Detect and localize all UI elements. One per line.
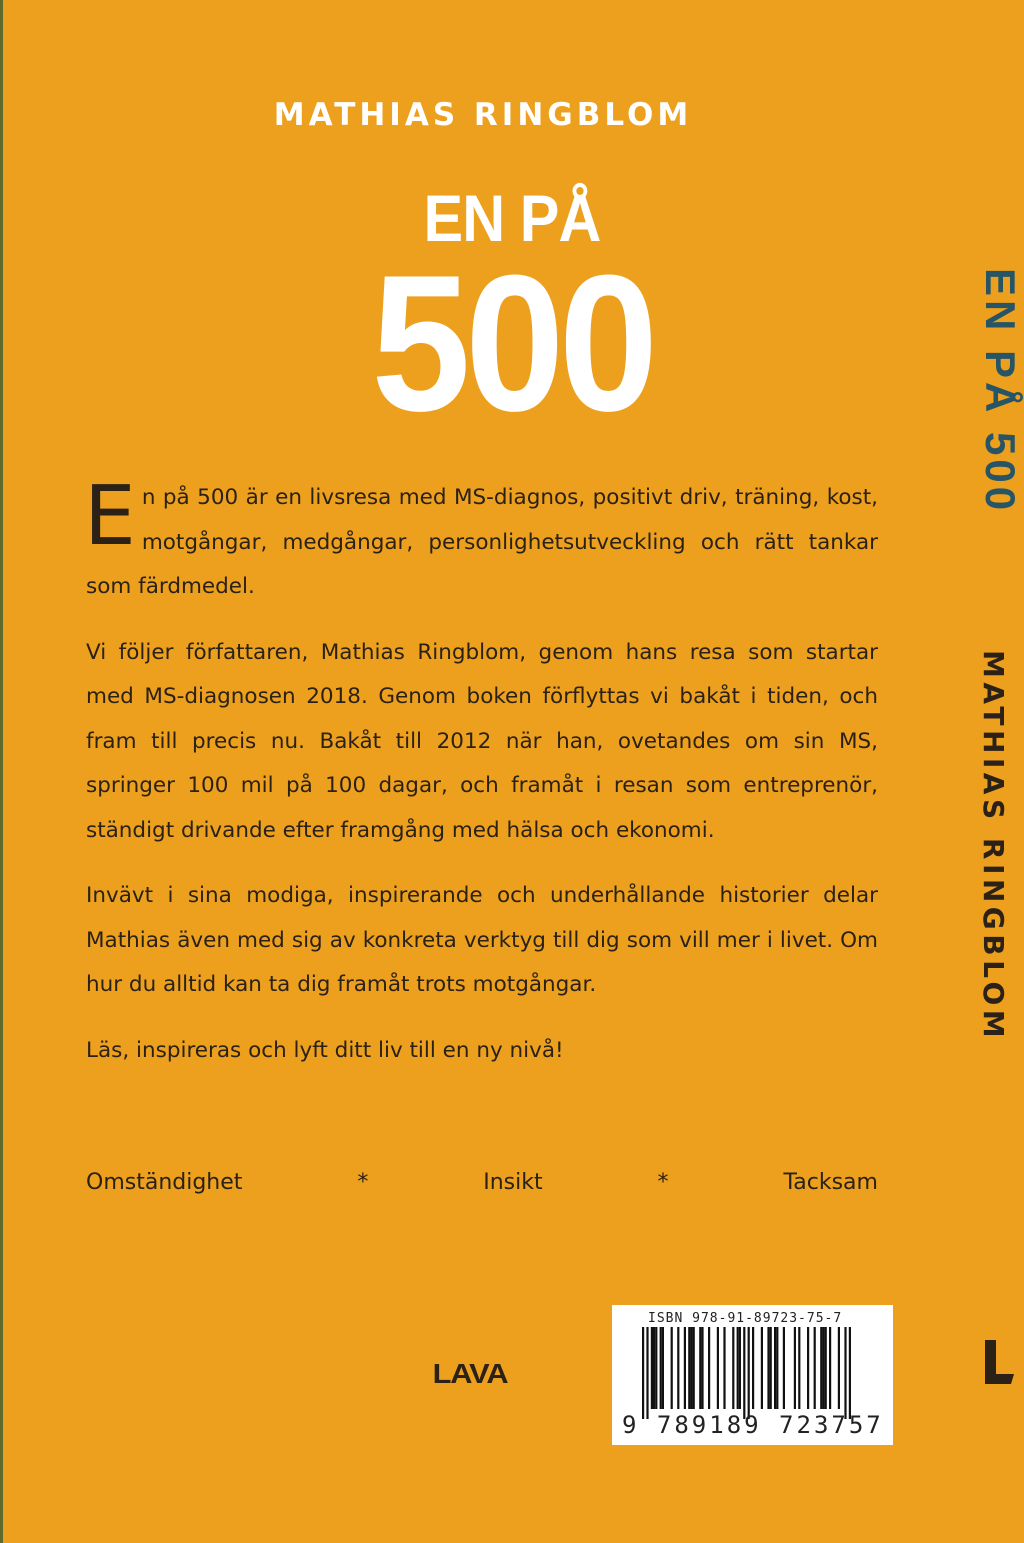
barcode-bar xyxy=(690,1327,692,1409)
blurb-paragraph-3: Invävt i sina modiga, inspirerande och underhållande historier delar Mathias även med sig av konkreta verktyg till dig som vill mer i livet. Om hur du alltid kan ta dig framåt trots motgångar. xyxy=(86,883,878,997)
barcode-bar xyxy=(825,1327,827,1409)
blurb-paragraph-1 xyxy=(84,469,878,610)
drop-cap: E xyxy=(84,469,136,564)
barcode-bar xyxy=(743,1327,745,1419)
barcode-bar xyxy=(820,1327,822,1409)
barcode-bar xyxy=(737,1327,739,1409)
blurb-paragraph-1-text: n på 500 är en livsresa med MS-diagnos, positivt driv, träning, kost, motgångar, medgångar, personlighetsutveckling och rätt tankar som färdmedel. xyxy=(86,485,878,599)
barcode-bar xyxy=(849,1327,851,1419)
cover-edge xyxy=(0,0,3,1543)
barcode-bar xyxy=(752,1327,754,1409)
barcode-bar xyxy=(748,1327,750,1419)
barcode-bar xyxy=(783,1327,785,1409)
isbn-label: ISBN 978-91-89723-75-7 xyxy=(648,1311,843,1326)
barcode-bar xyxy=(761,1327,763,1409)
keyword-separator: * xyxy=(657,1170,669,1195)
barcode-bar xyxy=(684,1327,686,1409)
keywords xyxy=(86,1170,878,1195)
keyword: Insikt xyxy=(483,1170,543,1195)
blurb xyxy=(84,469,878,1094)
barcode-bars xyxy=(612,1327,893,1419)
barcode-bar xyxy=(717,1327,719,1409)
title-line-1: EN PÅ xyxy=(423,181,601,255)
barcode-bar xyxy=(655,1327,657,1409)
keyword: Omständighet xyxy=(86,1170,243,1195)
barcode-bar xyxy=(646,1327,648,1419)
barcode-bar xyxy=(776,1327,778,1409)
barcode-bar xyxy=(798,1327,800,1409)
spine-title: EN PÅ 500 xyxy=(977,268,1024,515)
barcode-bar xyxy=(708,1327,710,1409)
title-line-2: 500 xyxy=(371,235,653,452)
barcode-bar xyxy=(688,1327,690,1409)
barcode-bar xyxy=(807,1327,809,1409)
barcode-bar xyxy=(677,1327,679,1409)
barcode-bar xyxy=(774,1327,776,1409)
barcode-bar xyxy=(822,1327,824,1409)
publisher-logo: LAVA xyxy=(432,1358,508,1389)
spine-author: MATHIAS RINGBLOM xyxy=(977,650,1010,1043)
barcode-bar xyxy=(814,1327,816,1409)
barcode-bar xyxy=(662,1327,664,1409)
barcode-bar xyxy=(642,1327,644,1419)
barcode-digits: 9 789189 723757 xyxy=(622,1411,884,1439)
isbn-barcode xyxy=(612,1305,893,1445)
barcode-bar xyxy=(653,1327,655,1409)
barcode-bar xyxy=(767,1327,769,1409)
blurb-paragraph-2: Vi följer författaren, Mathias Ringblom, genom hans resa som startar med MS-diagnosen 2018. Genom boken förflyttas vi bakåt i tiden, och fram till precis nu. Bakåt till 2012 när han, ovetandes om sin MS, springer 100 mil på 100 dagar, och framåt i resan som entreprenör, ständigt drivande efter framgång med hälsa och ekonomi. xyxy=(86,639,878,843)
barcode-bar xyxy=(838,1327,840,1409)
barcode-bar xyxy=(770,1327,772,1409)
publisher-l-logo-icon xyxy=(983,1338,1015,1386)
barcode-bar xyxy=(844,1327,846,1419)
keyword: Tacksam xyxy=(783,1170,878,1195)
barcode-bar xyxy=(794,1327,796,1409)
barcode-bar xyxy=(699,1327,701,1409)
barcode-bar xyxy=(732,1327,734,1409)
keyword-separator: * xyxy=(357,1170,369,1195)
barcode-bar xyxy=(739,1327,741,1409)
author-name: MATHIAS RINGBLOM xyxy=(273,97,693,133)
barcode-bar xyxy=(829,1327,831,1409)
barcode-bar xyxy=(671,1327,673,1409)
blurb-paragraph-4: Läs, inspireras och lyft ditt liv till en ny nivå! xyxy=(86,1037,564,1063)
barcode-bar xyxy=(660,1327,662,1409)
barcode-bar xyxy=(693,1327,695,1409)
barcode-bar xyxy=(651,1327,653,1409)
barcode-bar xyxy=(723,1327,725,1409)
barcode-bar xyxy=(701,1327,703,1409)
